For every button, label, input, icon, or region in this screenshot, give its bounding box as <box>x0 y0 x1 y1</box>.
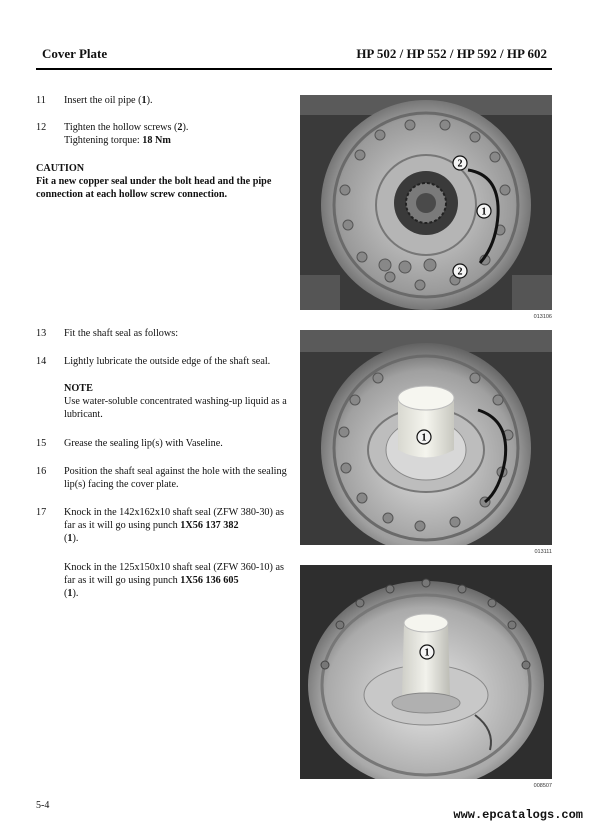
svg-text:1: 1 <box>424 647 430 659</box>
page-number: 5-4 <box>36 800 50 811</box>
svg-text:1: 1 <box>421 432 427 444</box>
caution-title: CAUTION <box>36 163 85 174</box>
step-text: Position the shaft seal against the hole with the sealing lip(s) facing the cover plate. <box>64 466 287 490</box>
callout-1 <box>420 645 434 659</box>
step-text: Knock in the 125x150x10 shaft seal (ZFW 360-10) as far as it will go using punch 1X56 136 605 (1). <box>64 562 284 599</box>
step-number: 16 <box>36 466 47 477</box>
photo-shaft-seal-punch <box>300 330 552 545</box>
step-text: Tighten the hollow screws (2). Tightening torque: 18 Nm <box>64 122 189 146</box>
callout-1 <box>477 204 491 218</box>
svg-text:1: 1 <box>481 206 487 218</box>
callout-2-bottom <box>453 264 467 278</box>
watermark: www.epcatalogs.com <box>453 808 583 822</box>
step-number: 12 <box>36 122 47 133</box>
step-text: Fit the shaft seal as follows: <box>64 328 179 339</box>
photo-shaft-seal-punch-image <box>300 330 552 545</box>
photo-oil-pipe <box>300 95 552 310</box>
step-text: Knock in the 142x162x10 shaft seal (ZFW 380-30) as far as it will go using punch 1X56 137 382 (1). <box>64 507 284 544</box>
note-title: NOTE <box>64 383 93 394</box>
step-text: Grease the sealing lip(s) with Vaseline. <box>64 438 223 449</box>
svg-text:2: 2 <box>457 158 463 170</box>
note-block <box>64 382 294 421</box>
figure-number: 008507 <box>533 783 552 789</box>
section-title: Cover Plate <box>42 46 108 61</box>
step-number: 11 <box>36 95 46 106</box>
step-number: 17 <box>36 507 47 518</box>
figure-number: 013106 <box>533 314 552 320</box>
photo-shaft-seal-alt <box>300 565 552 779</box>
svg-text:2: 2 <box>457 266 463 278</box>
step-number: 15 <box>36 438 47 449</box>
step-text: Lightly lubricate the outside edge of the shaft seal. <box>64 356 271 367</box>
note-text: Use water-soluble concentrated washing-up liquid as a lubricant. <box>64 396 287 420</box>
figure-number: 013111 <box>534 549 552 555</box>
header-rule <box>36 68 552 70</box>
model-list: HP 502 / HP 552 / HP 592 / HP 602 <box>356 46 547 61</box>
caution-text: Fit a new copper seal under the bolt head and the pipe connection at each hollow screw connection. <box>36 176 272 200</box>
callout-1 <box>417 430 431 444</box>
photo-oil-pipe-image <box>300 95 552 310</box>
step-number: 13 <box>36 328 47 339</box>
caution-block <box>36 162 284 201</box>
step-text: Insert the oil pipe (1). <box>64 95 153 106</box>
callout-2-top <box>453 156 467 170</box>
step-number: 14 <box>36 356 47 367</box>
photo-shaft-seal-alt-image <box>300 565 552 779</box>
